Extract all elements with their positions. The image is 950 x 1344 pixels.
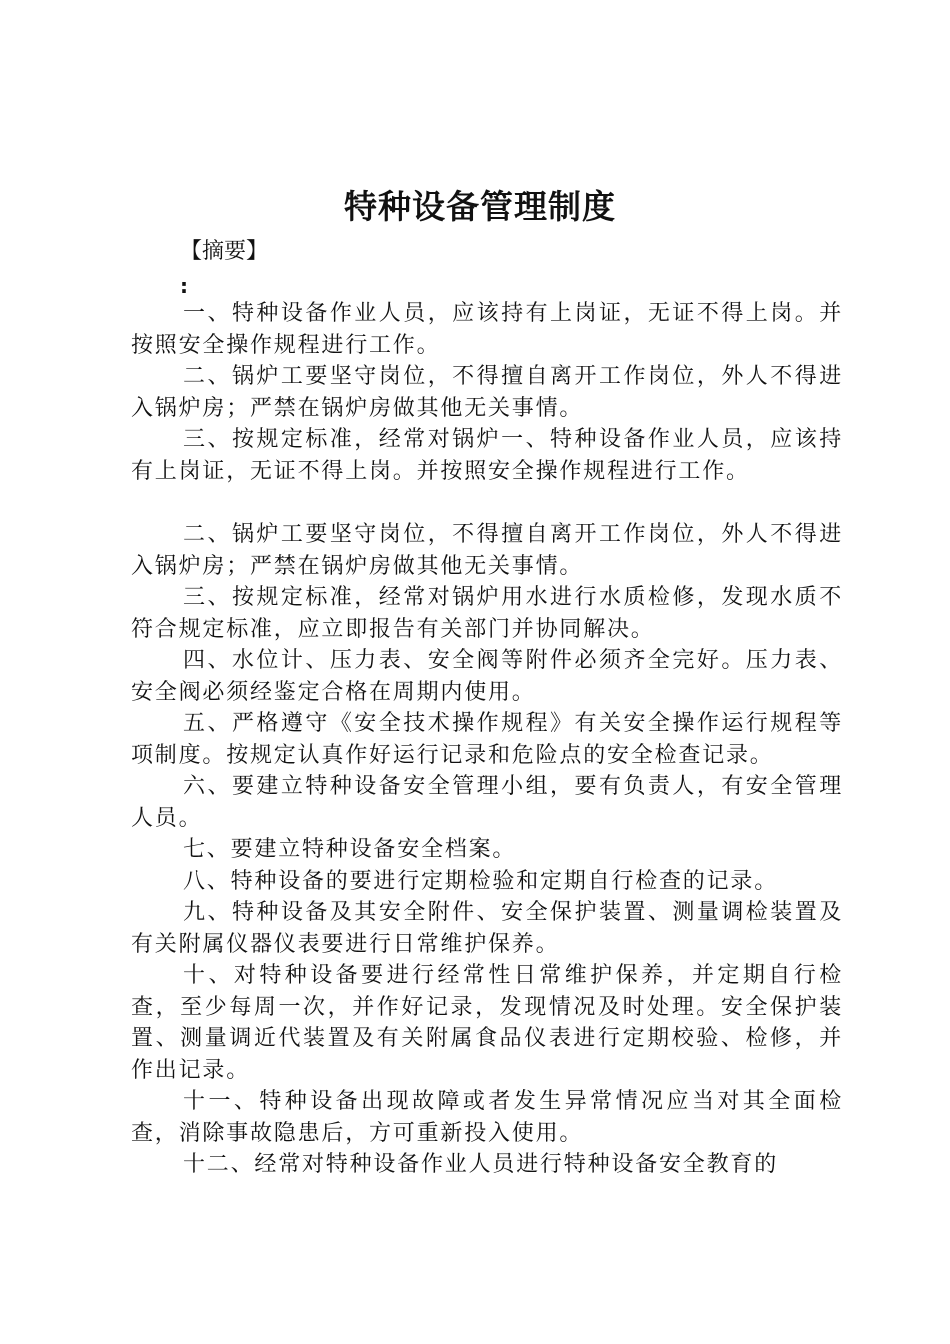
paragraph: 三、按规定标准，经常对锅炉一、特种设备作业人员，应该持有上岗证，无证不得上岗。并按照安全操作规程进行工作。 (131, 427, 843, 484)
paragraph: 十、对特种设备要进行经常性日常维护保养，并定期自行检查，至少每周一次，并作好记录，发现情况及时处理。安全保护装置、测量调近代装置及有关附属食品仪表进行定期校验、检修，并作出记录。 (131, 963, 843, 1083)
document-title: 特种设备管理制度 (344, 187, 616, 226)
abstract-label: 【摘要】 (180, 239, 269, 264)
paragraph: 六、要建立特种设备安全管理小组，要有负责人，有安全管理人员。 (131, 774, 843, 831)
paragraph: 四、水位计、压力表、安全阀等附件必须齐全完好。压力表、安全阀必须经鉴定合格在周期内使用。 (131, 648, 843, 705)
paragraph: 十二、经常对特种设备作业人员进行特种设备安全教育的 (183, 1152, 779, 1177)
paragraph: 二、锅炉工要坚守岗位，不得擅自离开工作岗位，外人不得进入锅炉房；严禁在锅炉房做其他无关事情。 (131, 522, 843, 579)
paragraph: 五、严格遵守《安全技术操作规程》有关安全操作运行规程等项制度。按规定认真作好运行记录和危险点的安全检查记录。 (131, 711, 843, 768)
paragraph: 十一、特种设备出现故障或者发生异常情况应当对其全面检查，消除事故隐患后，方可重新投入使用。 (131, 1089, 843, 1146)
paragraph: 八、特种设备的要进行定期检验和定期自行检查的记录。 (183, 868, 779, 894)
paragraph: 七、要建立特种设备安全档案。 (183, 837, 517, 862)
paragraph: 九、特种设备及其安全附件、安全保护装置、测量调检装置及有关附属仪器仪表要进行日常维护保养。 (131, 900, 843, 957)
paragraph: 三、按规定标准，经常对锅炉用水进行水质检修，发现水质不符合规定标准，应立即报告有关部门并协同解决。 (131, 585, 843, 642)
paragraph: 二、锅炉工要坚守岗位，不得擅自离开工作岗位，外人不得进入锅炉房；严禁在锅炉房做其他无关事情。 (131, 364, 843, 421)
document-body (131, 298, 843, 1181)
blank-line (131, 487, 843, 519)
abstract-colon: : (180, 274, 188, 298)
paragraph: 一、特种设备作业人员，应该持有上岗证，无证不得上岗。并按照安全操作规程进行工作。 (131, 301, 843, 358)
